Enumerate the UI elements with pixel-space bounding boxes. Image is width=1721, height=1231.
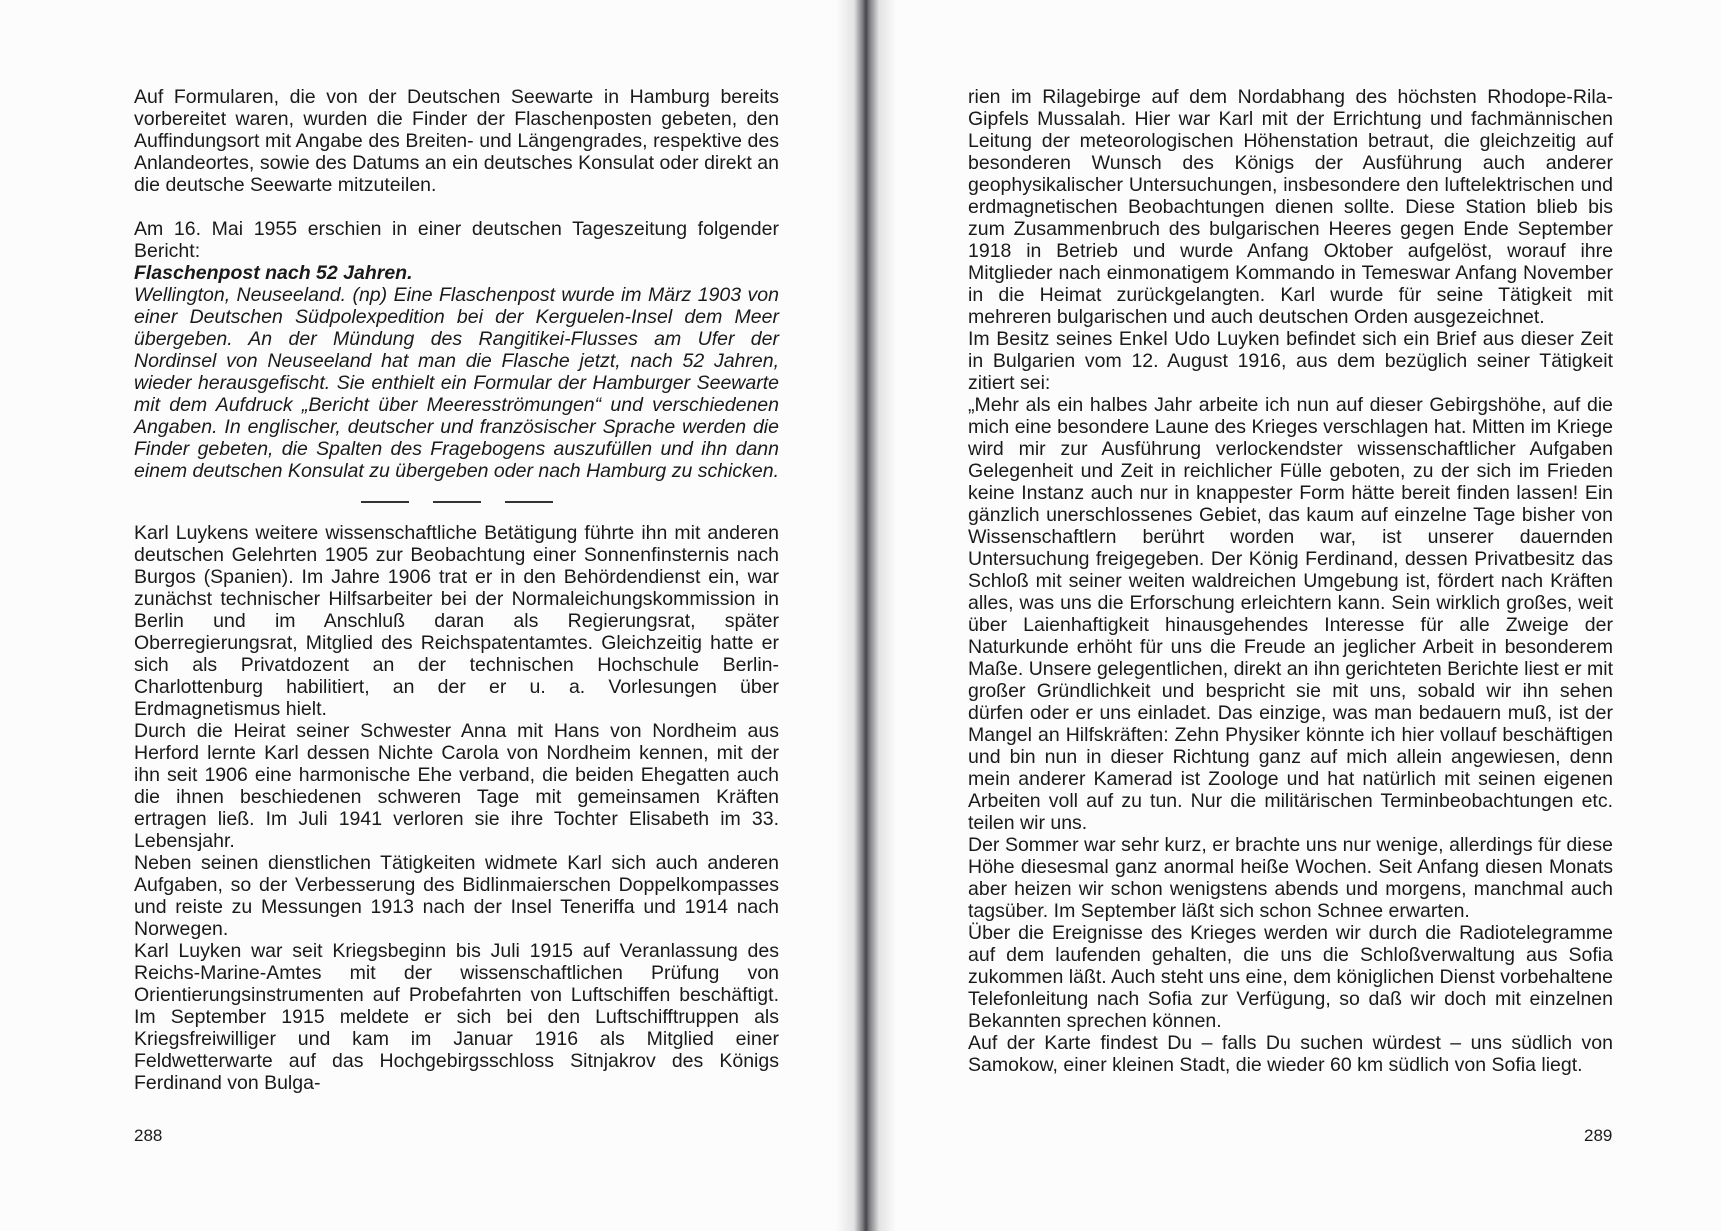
- paragraph: Auf Formularen, die von der Deutschen Seewarte in Hamburg bereits vorbereitet waren, wurden die Finder der Flaschenposten gebeten, den Auffindungsort mit Angabe des Breiten- und Längengrades, respektive des Anlandeortes, sowie des Datums an ein deutsches Konsulat oder direkt an die deutsche Seewarte mitzuteilen.: [134, 86, 779, 196]
- right-page-text: [968, 86, 1613, 1076]
- paragraph: Neben seinen dienstlichen Tätigkeiten widmete Karl sich auch anderen Aufgaben, so der Verbesserung des Bidlinmaierschen Doppelkompasses und reiste zu Messungen 1913 nach der Insel Teneriffa und 1914 nach Norwegen.: [134, 852, 779, 940]
- book-gutter-shadow: [836, 0, 896, 1231]
- report-headline: Flaschenpost nach 52 Jahren.: [134, 262, 413, 284]
- page-number-right: 289: [1584, 1126, 1613, 1145]
- letter-quote: „Mehr als ein halbes Jahr arbeite ich nun auf dieser Gebirgshöhe, auf die mich eine besondere Laune des Krieges verschlagen hat. Mitten im Kriege wird mir zur Ausführung verlockendster wissenschaftlicher Aufgaben Gelegenheit und Zeit in reichlicher Fülle geboten, zu der sich im Frieden keine Instanz auch nur in knappester Form hätte bereit finden lassen! Ein gänzlich unerschlossenes Gebiet, das kaum auf einzelne Tage bisher von Wissenschaftlern berührt worden war, ist unserer dauernden Untersuchung freigegeben. Der König Ferdinand, dessen Privatbesitz das Schloß mit seiner weiten waldreichen Umgebung ist, fördert nach Kräften alles, was uns die Erforschung erleichtern kann. Sein wirklich großes, weit über Laienhaftigkeit hinausgehendes Interesse für alle Zweige der Naturkunde erhöht für uns die Freude an jeglicher Arbeit in besonderem Maße. Unsere gelegentlichen, direkt an ihn gerichteten Berichte liest er mit großer Gründlichkeit und bespricht sie mit uns, sobald wir ihn sehen dürfen oder er uns einladet. Das einzige, was man bedauern muß, ist der Mangel an Hilfskräften: Zehn Physiker könnte ich hier vollauf beschäftigen und bin nun in dieser Richtung ganz auf mich allein angewiesen, denn mein anderer Kamerad ist Zoologe und hat natürlich mit seinen eigenen Arbeiten voll auf zu tun. Nur die militärischen Terminbeobachtungen etc. teilen wir uns.: [968, 394, 1613, 834]
- left-page-text: [134, 86, 779, 1094]
- paragraph: Am 16. Mai 1955 erschien in einer deutschen Tageszeitung folgender Bericht:: [134, 218, 779, 262]
- paragraph: Durch die Heirat seiner Schwester Anna mit Hans von Nordheim aus Herford lernte Karl dessen Nichte Carola von Nordheim kennen, mit der ihn seit 1906 eine harmonische Ehe verband, die beiden Ehegatten auch die ihnen beschiedenen schweren Tage mit gemeinsamen Kräften ertragen ließ. Im Juli 1941 verloren sie ihre Tochter Elisabeth im 33. Lebensjahr.: [134, 720, 779, 852]
- separator-dash: [433, 501, 481, 503]
- paragraph: rien im Rilagebirge auf dem Nordabhang des höchsten Rhodope-Rila-Gipfels Mussalah. Hier war Karl mit der Errichtung und fachmännischen Leitung der meteorologischen Höhenstation betraut, die gleichzeitig auf besonderen Wunsch des Königs der Ausführung auch anderer geophysikalischer Untersuchungen, insbesondere den luftelektrischen und erdmagnetischen Beobachtungen dienen sollte. Diese Station blieb bis zum Zusammenbruch des bulgarischen Heeres gegen Ende September 1918 in Betrieb und wurde Anfang Oktober aufgelöst, worauf ihre Mitglieder nach einmonatigem Kommando in Temeswar Anfang November in die Heimat zurückgelangten. Karl wurde für seine Tätigkeit mit mehreren bulgarischen und auch deutschen Orden ausgezeichnet.: [968, 86, 1613, 328]
- page-number-left: 288: [134, 1126, 163, 1145]
- separator-dash: [361, 501, 409, 503]
- right-page: [858, 0, 1721, 1231]
- paragraph: Im Besitz seines Enkel Udo Luyken befindet sich ein Brief aus dieser Zeit in Bulgarien vom 12. August 1916, aus dem bezüglich seiner Tätigkeit zitiert sei:: [968, 328, 1613, 394]
- report-body: Wellington, Neuseeland. (np) Eine Flaschenpost wurde im März 1903 von einer Deutschen Südpolexpedition bei der Kerguelen-Insel dem Meer übergeben. An der Mündung des Rangitikei-Flusses am Ufer der Nordinsel von Neuseeland hat man die Flasche jetzt, nach 52 Jahren, wieder herausgefischt. Sie enthielt ein Formular der Hamburger Seewarte mit dem Aufdruck „Bericht über Meeresströmungen“ und verschiedenen Angaben. In englischer, deutscher und französischer Sprache werden die Finder gebeten, die Spalten des Fragebogens auszufüllen und ihn dann einem deutschen Konsulat zu übergeben oder nach Hamburg zu schicken.: [134, 284, 779, 482]
- left-page: [0, 0, 858, 1231]
- paragraph: Der Sommer war sehr kurz, er brachte uns nur wenige, allerdings für diese Höhe diesesmal ganz anormal heiße Wochen. Seit Anfang diesen Monats aber heizen wir schon wenigstens abends und morgens, manchmal auch tagsüber. Im September läßt sich schon Schnee erwarten.: [968, 834, 1613, 922]
- section-separator: [134, 482, 779, 522]
- paragraph: Über die Ereignisse des Krieges werden wir durch die Radiotelegramme auf dem laufenden gehalten, die uns die Schloßverwaltung aus Sofia zukommen läßt. Auch steht uns eine, dem königlichen Dienst vorbehaltene Telefonleitung nach Sofia zur Verfügung, so daß wir doch mit einzelnen Bekannten sprechen können.: [968, 922, 1613, 1032]
- paragraph: Karl Luykens weitere wissenschaftliche Betätigung führte ihn mit anderen deutschen Gelehrten 1905 zur Beobachtung einer Sonnenfinsternis nach Burgos (Spanien). Im Jahre 1906 trat er in den Behördendienst ein, war zunächst technischer Hilfsarbeiter bei der Normaleichungskommission in Berlin und im Anschluß daran als Regierungsrat, später Oberregierungsrat, Mitglied des Reichspatentamtes. Gleichzeitig hatte er sich als Privatdozent an der technischen Hochschule Berlin-Charlottenburg habilitiert, an der er u. a. Vorlesungen über Erdmagnetismus hielt.: [134, 522, 779, 720]
- paragraph: Karl Luyken war seit Kriegsbeginn bis Juli 1915 auf Veranlassung des Reichs-Marine-Amtes mit der wissenschaftlichen Prüfung von Orientierungsinstrumenten auf Probefahrten von Luftschiffen beschäftigt. Im September 1915 meldete er sich bei den Luftschifftruppen als Kriegsfreiwilliger und kam im Januar 1916 als Mitglied einer Feldwetterwarte auf das Hochgebirgsschloss Sitnjakrov des Königs Ferdinand von Bulga-: [134, 940, 779, 1094]
- paragraph: Auf der Karte findest Du – falls Du suchen würdest – uns südlich von Samokow, einer kleinen Stadt, die wieder 60 km südlich von Sofia liegt.: [968, 1032, 1613, 1076]
- separator-dash: [505, 501, 553, 503]
